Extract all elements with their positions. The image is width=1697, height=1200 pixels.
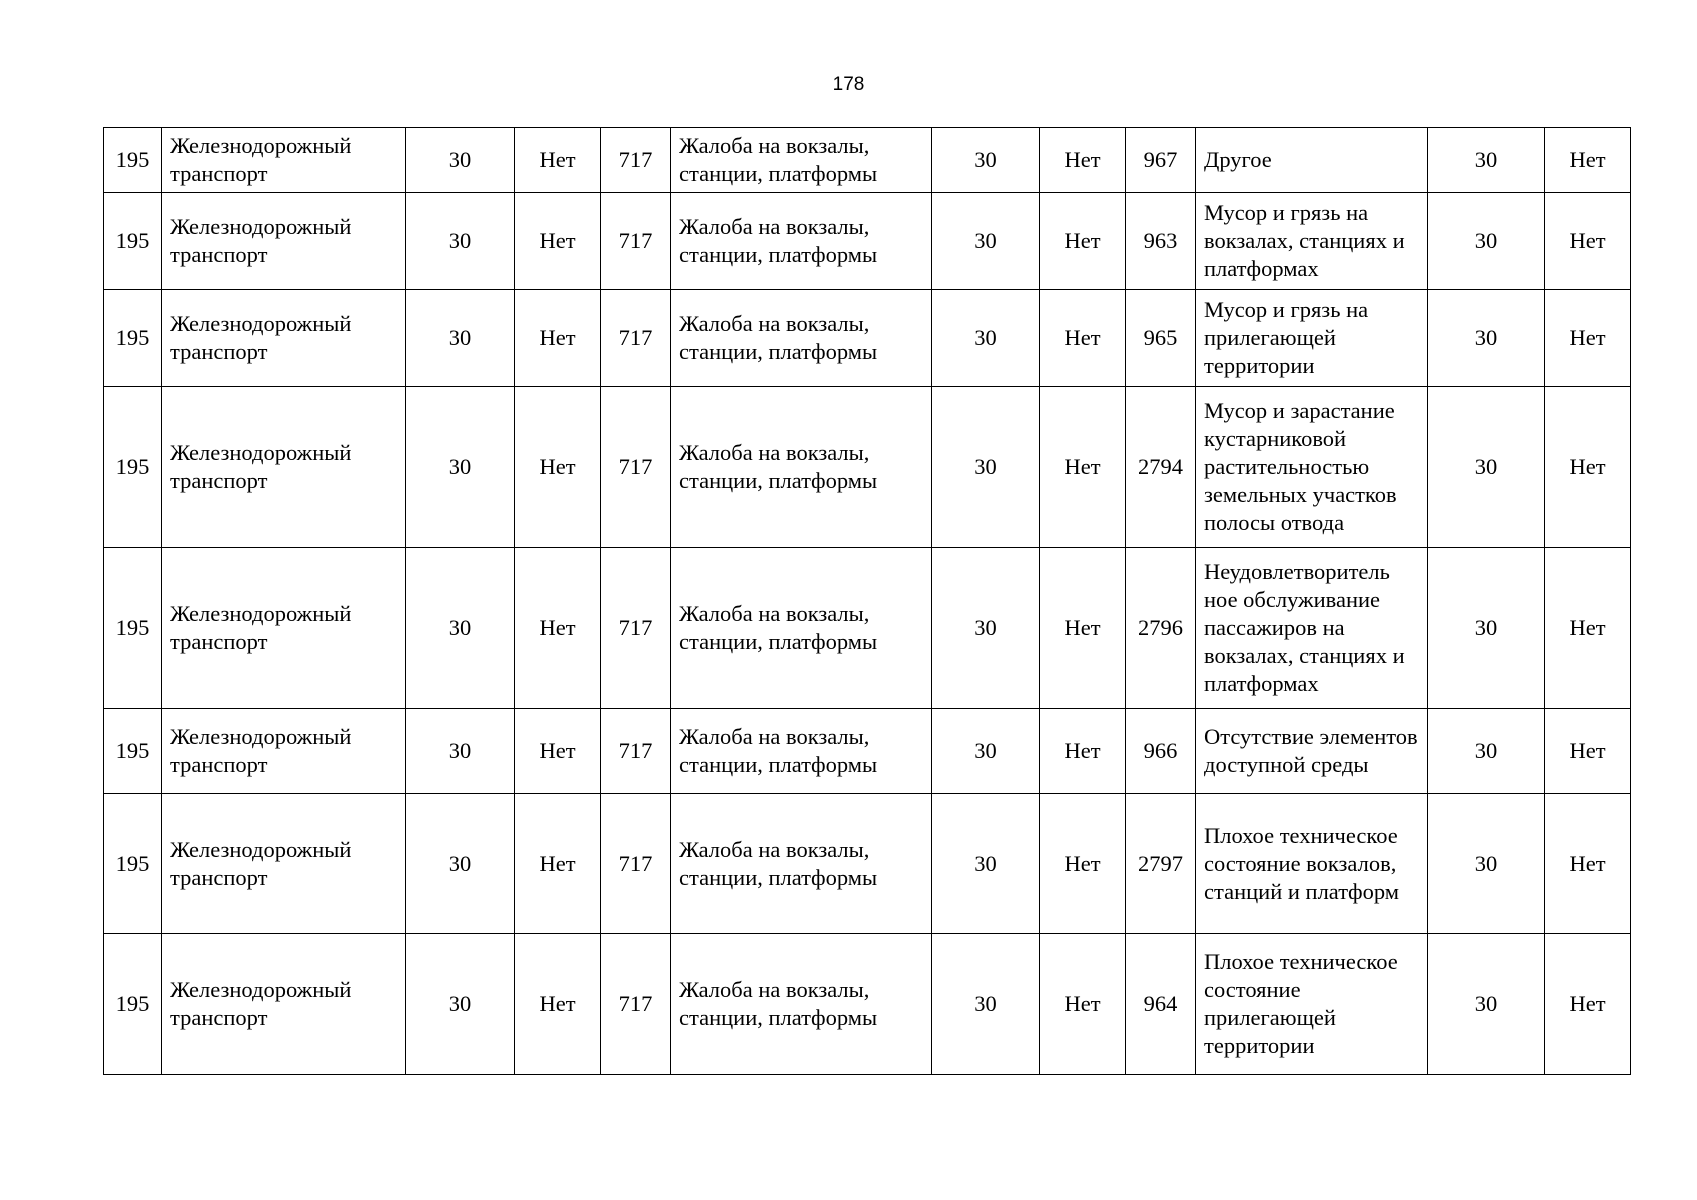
- rubric-flag-cell: Нет: [515, 387, 601, 548]
- rubric-term-cell: 30: [406, 290, 515, 387]
- subtheme-flag-cell: Нет: [1545, 709, 1631, 794]
- rubric-code-cell: 195: [104, 387, 162, 548]
- theme-flag-cell: Нет: [1040, 934, 1126, 1075]
- theme-flag-cell: Нет: [1040, 794, 1126, 934]
- rubric-flag-cell: Нет: [515, 128, 601, 193]
- rubric-code-cell: 195: [104, 290, 162, 387]
- subtheme-term-cell: 30: [1428, 128, 1545, 193]
- rubric-name-cell: Железнодорожный транспорт: [162, 290, 406, 387]
- subtheme-flag-cell: Нет: [1545, 193, 1631, 290]
- subtheme-name-cell: Плохое техническое состояние вокзалов, станций и платформ: [1196, 794, 1428, 934]
- subtheme-code-cell: 2797: [1126, 794, 1196, 934]
- table-row: [104, 794, 1631, 934]
- theme-code-cell: 717: [601, 128, 671, 193]
- table-row: [104, 128, 1631, 193]
- table-row: [104, 548, 1631, 709]
- theme-flag-cell: Нет: [1040, 290, 1126, 387]
- subtheme-flag-cell: Нет: [1545, 290, 1631, 387]
- subtheme-term-cell: 30: [1428, 548, 1545, 709]
- subtheme-name-cell: Мусор и грязь на прилегающей территории: [1196, 290, 1428, 387]
- theme-code-cell: 717: [601, 193, 671, 290]
- theme-term-cell: 30: [932, 794, 1040, 934]
- theme-name-cell: Жалоба на вокзалы, станции, платформы: [671, 794, 932, 934]
- table-row: [104, 387, 1631, 548]
- rubric-flag-cell: Нет: [515, 934, 601, 1075]
- theme-flag-cell: Нет: [1040, 709, 1126, 794]
- rubric-term-cell: 30: [406, 709, 515, 794]
- rubric-term-cell: 30: [406, 128, 515, 193]
- subtheme-flag-cell: Нет: [1545, 794, 1631, 934]
- subtheme-name-cell: Плохое техническое состояние прилегающей территории: [1196, 934, 1428, 1075]
- classifier-table: [103, 127, 1631, 1075]
- theme-term-cell: 30: [932, 290, 1040, 387]
- subtheme-code-cell: 964: [1126, 934, 1196, 1075]
- rubric-code-cell: 195: [104, 709, 162, 794]
- rubric-code-cell: 195: [104, 128, 162, 193]
- rubric-term-cell: 30: [406, 193, 515, 290]
- rubric-flag-cell: Нет: [515, 794, 601, 934]
- subtheme-term-cell: 30: [1428, 794, 1545, 934]
- subtheme-code-cell: 967: [1126, 128, 1196, 193]
- subtheme-term-cell: 30: [1428, 193, 1545, 290]
- table-row: [104, 709, 1631, 794]
- subtheme-term-cell: 30: [1428, 934, 1545, 1075]
- theme-code-cell: 717: [601, 290, 671, 387]
- theme-name-cell: Жалоба на вокзалы, станции, платформы: [671, 709, 932, 794]
- rubric-term-cell: 30: [406, 387, 515, 548]
- rubric-code-cell: 195: [104, 548, 162, 709]
- subtheme-name-cell: Отсутствие элементов доступной среды: [1196, 709, 1428, 794]
- rubric-term-cell: 30: [406, 934, 515, 1075]
- rubric-name-cell: Железнодорожный транспорт: [162, 709, 406, 794]
- theme-flag-cell: Нет: [1040, 387, 1126, 548]
- theme-term-cell: 30: [932, 193, 1040, 290]
- page-number: 178: [832, 74, 865, 95]
- theme-name-cell: Жалоба на вокзалы, станции, платформы: [671, 290, 932, 387]
- subtheme-code-cell: 966: [1126, 709, 1196, 794]
- subtheme-term-cell: 30: [1428, 387, 1545, 548]
- subtheme-code-cell: 2796: [1126, 548, 1196, 709]
- theme-name-cell: Жалоба на вокзалы, станции, платформы: [671, 387, 932, 548]
- subtheme-flag-cell: Нет: [1545, 548, 1631, 709]
- table-row: [104, 193, 1631, 290]
- rubric-name-cell: Железнодорожный транспорт: [162, 548, 406, 709]
- theme-name-cell: Жалоба на вокзалы, станции, платформы: [671, 934, 932, 1075]
- subtheme-flag-cell: Нет: [1545, 128, 1631, 193]
- theme-name-cell: Жалоба на вокзалы, станции, платформы: [671, 193, 932, 290]
- theme-flag-cell: Нет: [1040, 128, 1126, 193]
- subtheme-flag-cell: Нет: [1545, 387, 1631, 548]
- subtheme-flag-cell: Нет: [1545, 934, 1631, 1075]
- theme-term-cell: 30: [932, 548, 1040, 709]
- theme-term-cell: 30: [932, 387, 1040, 548]
- rubric-name-cell: Железнодорожный транспорт: [162, 934, 406, 1075]
- theme-code-cell: 717: [601, 934, 671, 1075]
- subtheme-name-cell: Другое: [1196, 128, 1428, 193]
- rubric-term-cell: 30: [406, 794, 515, 934]
- theme-code-cell: 717: [601, 794, 671, 934]
- theme-flag-cell: Нет: [1040, 548, 1126, 709]
- rubric-code-cell: 195: [104, 193, 162, 290]
- rubric-term-cell: 30: [406, 548, 515, 709]
- theme-code-cell: 717: [601, 387, 671, 548]
- rubric-name-cell: Железнодорожный транспорт: [162, 128, 406, 193]
- subtheme-term-cell: 30: [1428, 290, 1545, 387]
- theme-name-cell: Жалоба на вокзалы, станции, платформы: [671, 548, 932, 709]
- theme-term-cell: 30: [932, 709, 1040, 794]
- rubric-code-cell: 195: [104, 794, 162, 934]
- subtheme-code-cell: 2794: [1126, 387, 1196, 548]
- rubric-code-cell: 195: [104, 934, 162, 1075]
- table-row: [104, 934, 1631, 1075]
- table-row: [104, 290, 1631, 387]
- theme-code-cell: 717: [601, 548, 671, 709]
- rubric-flag-cell: Нет: [515, 548, 601, 709]
- rubric-name-cell: Железнодорожный транспорт: [162, 193, 406, 290]
- rubric-flag-cell: Нет: [515, 709, 601, 794]
- subtheme-code-cell: 965: [1126, 290, 1196, 387]
- theme-flag-cell: Нет: [1040, 193, 1126, 290]
- subtheme-name-cell: Неудовлетворитель ное обслуживание пассажиров на вокзалах, станциях и платформах: [1196, 548, 1428, 709]
- theme-code-cell: 717: [601, 709, 671, 794]
- subtheme-name-cell: Мусор и грязь на вокзалах, станциях и платформах: [1196, 193, 1428, 290]
- subtheme-term-cell: 30: [1428, 709, 1545, 794]
- rubric-name-cell: Железнодорожный транспорт: [162, 387, 406, 548]
- rubric-flag-cell: Нет: [515, 193, 601, 290]
- rubric-name-cell: Железнодорожный транспорт: [162, 794, 406, 934]
- theme-name-cell: Жалоба на вокзалы, станции, платформы: [671, 128, 932, 193]
- theme-term-cell: 30: [932, 934, 1040, 1075]
- rubric-flag-cell: Нет: [515, 290, 601, 387]
- subtheme-name-cell: Мусор и зарастание кустарниковой растительностью земельных участков полосы отвода: [1196, 387, 1428, 548]
- theme-term-cell: 30: [932, 128, 1040, 193]
- subtheme-code-cell: 963: [1126, 193, 1196, 290]
